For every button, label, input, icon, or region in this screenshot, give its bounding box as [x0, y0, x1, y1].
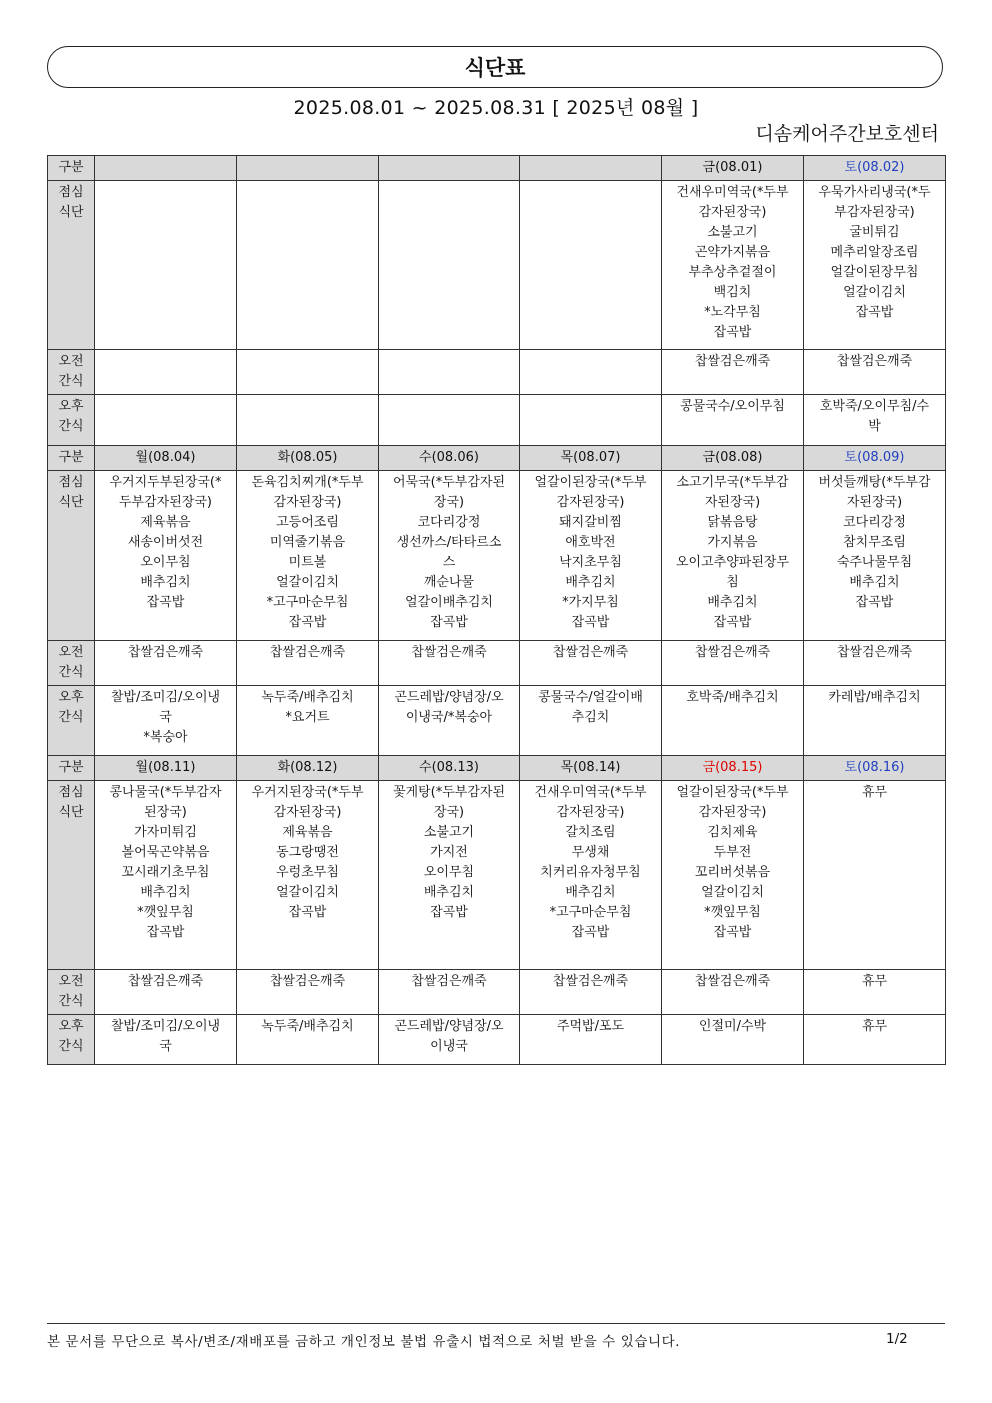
cell-line: 국	[159, 710, 172, 725]
cell-line: 건새우미역국(*두부	[534, 785, 647, 800]
cell-line: 코다리강정	[843, 515, 906, 530]
cell-line: 배추김치	[565, 575, 616, 590]
cell-line: 미역줄기볶음	[269, 535, 346, 550]
cell-line: 콩나물국(*두부감자	[109, 785, 222, 800]
cell-line: *깻잎무침	[137, 905, 194, 920]
day-header: 수(08.13)	[379, 756, 520, 781]
pm-snack-cell	[520, 1015, 662, 1065]
cell-line: 자된장국)	[704, 495, 761, 510]
am-snack-cell	[237, 970, 379, 1015]
row-label-category: 구분	[48, 756, 95, 781]
cell-line: 건새우미역국(*두부	[676, 185, 789, 200]
cell-line: 제육볶음	[140, 515, 191, 530]
center-name: 디솜케어주간보호센터	[755, 123, 939, 145]
pm-snack-cell	[237, 395, 379, 446]
cell-line: 찹쌀검은깨죽	[127, 974, 204, 989]
day-header	[379, 156, 520, 181]
am-snack-row	[48, 970, 946, 1015]
pm-snack-cell	[804, 395, 946, 446]
cell-line: 닭볶음탕	[707, 515, 758, 530]
cell-line: 꽃게탕(*두부감자된	[392, 785, 506, 800]
cell-line: *가지무침	[562, 595, 619, 610]
cell-line: 찹쌀검은깨죽	[127, 645, 204, 660]
cell-line: 찹쌀검은깨죽	[269, 645, 346, 660]
row-label-lunch	[48, 781, 95, 970]
cell-line: 얼갈이된장국(*두부	[676, 785, 789, 800]
am-snack-row	[48, 641, 946, 686]
am-snack-cell	[662, 641, 804, 686]
cell-line: 오전	[58, 645, 84, 660]
day-header	[95, 156, 237, 181]
day-header: 금(08.01)	[662, 156, 804, 181]
cell-line: 박	[868, 419, 881, 434]
pm-snack-cell	[379, 686, 520, 756]
cell-line: 점심	[58, 785, 84, 800]
cell-line: 제육볶음	[282, 825, 333, 840]
cell-line: 가자미튀김	[134, 825, 197, 840]
cell-line: 간식	[58, 665, 84, 680]
cell-line: 콩물국수/얼갈이배	[538, 690, 643, 705]
am-snack-cell	[520, 350, 662, 395]
cell-line: 오이무침	[423, 865, 475, 880]
cell-line: 얼갈이배추김치	[405, 595, 493, 610]
lunch-cell	[520, 471, 662, 641]
cell-line: 얼갈이김치	[276, 575, 339, 590]
week-header-row	[48, 446, 946, 471]
cell-line: 자된장국)	[846, 495, 903, 510]
lunch-row	[48, 181, 946, 350]
am-snack-cell	[804, 350, 946, 395]
lunch-cell	[95, 181, 237, 350]
cell-line: 감자된장국)	[273, 495, 342, 510]
cell-line: 곤드레밥/양념장/오	[394, 690, 504, 705]
cell-line: 잡곡밥	[571, 925, 610, 940]
lunch-row	[48, 781, 946, 970]
row-label-lunch	[48, 181, 95, 350]
cell-line: 얼갈이김치	[701, 885, 764, 900]
day-header: 화(08.05)	[237, 446, 379, 471]
pm-snack-row	[48, 395, 946, 446]
cell-line: 굴비튀김	[849, 225, 900, 240]
date-range: 2025.08.01 ~ 2025.08.31 [ 2025년 08월 ]	[293, 97, 699, 119]
am-snack-cell	[662, 350, 804, 395]
cell-line: 애호박전	[565, 535, 616, 550]
cell-line: 국	[159, 1039, 172, 1054]
footer-divider	[47, 1323, 945, 1324]
am-snack-cell	[237, 350, 379, 395]
am-snack-cell	[520, 970, 662, 1015]
lunch-cell	[95, 471, 237, 641]
cell-line: 휴무	[861, 974, 888, 989]
cell-line: 깨순나물	[423, 575, 475, 590]
cell-line: 잡곡밥	[288, 615, 327, 630]
cell-line: 참치무조림	[843, 535, 906, 550]
day-header: 금(08.08)	[662, 446, 804, 471]
cell-line: 배추김치	[423, 885, 475, 900]
cell-line: 감자된장국)	[698, 805, 767, 820]
cell-line: 얼갈이된장국(*두부	[534, 475, 647, 490]
day-header: 수(08.06)	[379, 446, 520, 471]
cell-line: 찹쌀검은깨죽	[836, 645, 913, 660]
cell-line: 돼지갈비찜	[559, 515, 622, 530]
cell-line: 김치제육	[707, 825, 758, 840]
lunch-cell	[520, 181, 662, 350]
day-header	[237, 156, 379, 181]
cell-line: 찹쌀검은깨죽	[694, 974, 771, 989]
cell-line: 장국)	[433, 495, 465, 510]
pm-snack-cell	[237, 1015, 379, 1065]
week-header-row	[48, 756, 946, 781]
am-snack-cell	[520, 641, 662, 686]
am-snack-cell	[804, 970, 946, 1015]
cell-line: 감자된장국)	[698, 205, 767, 220]
cell-line: 잡곡밥	[713, 325, 752, 340]
cell-line: 우거지된장국(*두부	[251, 785, 364, 800]
cell-line: 점심	[58, 475, 84, 490]
footer-notice: 본 문서를 무단으로 복사/변조/재배포를 금하고 개인정보 불법 유출시 법적으로 처벌 받을 수 있습니다.	[47, 1334, 681, 1350]
pm-snack-cell	[95, 1015, 237, 1065]
cell-line: 미트볼	[288, 555, 327, 570]
cell-line: 얼갈이김치	[843, 285, 906, 300]
lunch-cell	[237, 781, 379, 970]
cell-line: 치커리유자청무침	[540, 865, 641, 880]
cell-line: 이냉국	[430, 1039, 468, 1054]
cell-line: 오이무침	[140, 555, 191, 570]
pm-snack-cell	[804, 686, 946, 756]
cell-line: 코다리강정	[417, 515, 481, 530]
pm-snack-row	[48, 686, 946, 756]
row-label-am-snack	[48, 970, 95, 1015]
cell-line: 감자된장국)	[556, 495, 625, 510]
pm-snack-cell	[95, 395, 237, 446]
am-snack-cell	[379, 641, 520, 686]
cell-line: 찹쌀검은깨죽	[411, 974, 487, 989]
cell-line: 돈육김치찌개(*두부	[251, 475, 364, 490]
cell-line: *복숭아	[143, 730, 188, 745]
cell-line: 배추김치	[140, 885, 191, 900]
pm-snack-cell	[662, 686, 804, 756]
cell-line: 숙주나물무침	[836, 555, 913, 570]
day-header: 금(08.15)	[662, 756, 804, 781]
cell-line: 꼬리버섯볶음	[694, 865, 771, 880]
cell-line: 감자된장국)	[273, 805, 342, 820]
day-header: 화(08.12)	[237, 756, 379, 781]
row-label-am-snack	[48, 641, 95, 686]
lunch-cell	[804, 471, 946, 641]
cell-line: 어묵국(*두부감자된	[392, 475, 506, 490]
lunch-cell	[804, 781, 946, 970]
lunch-cell	[379, 781, 520, 970]
cell-line: *깻잎무침	[704, 905, 761, 920]
lunch-cell	[662, 471, 804, 641]
cell-line: 오전	[58, 354, 84, 369]
am-snack-cell	[237, 641, 379, 686]
cell-line: 이냉국/*복숭아	[405, 710, 493, 725]
pm-snack-row	[48, 1015, 946, 1065]
cell-line: 휴무	[861, 785, 888, 800]
cell-line: 호박죽/오이무침/수	[819, 399, 930, 414]
cell-line: 볼어묵곤약볶음	[121, 845, 210, 860]
cell-line: 간식	[58, 1039, 84, 1054]
cell-line: 낙지초무침	[559, 555, 622, 570]
day-header: 월(08.11)	[95, 756, 237, 781]
cell-line: 찹쌀검은깨죽	[269, 974, 346, 989]
cell-line: 점심	[58, 185, 84, 200]
cell-line: 찹쌀검은깨죽	[694, 354, 771, 369]
cell-line: 곤약가지볶음	[694, 245, 771, 260]
week-header-row	[48, 156, 946, 181]
cell-line: 부감자된장국)	[834, 205, 915, 220]
cell-line: *요거트	[285, 710, 330, 725]
cell-line: 오후	[58, 399, 84, 414]
cell-line: 녹두죽/배추김치	[261, 690, 354, 705]
cell-line: 침	[726, 575, 739, 590]
cell-line: 꼬시래기초무침	[121, 865, 210, 880]
cell-line: 휴무	[861, 1019, 888, 1034]
cell-line: 가지볶음	[707, 535, 758, 550]
pm-snack-cell	[662, 1015, 804, 1065]
am-snack-cell	[379, 970, 520, 1015]
cell-line: 메추리알장조림	[830, 245, 919, 260]
cell-line: 갈치조림	[565, 825, 616, 840]
cell-line: 찹쌀검은깨죽	[552, 645, 629, 660]
day-header: 토(08.02)	[804, 156, 946, 181]
row-label-category: 구분	[48, 156, 95, 181]
cell-line: 두부전	[713, 845, 752, 860]
cell-line: 백김치	[713, 285, 752, 300]
day-header	[520, 156, 662, 181]
pm-snack-cell	[379, 1015, 520, 1065]
cell-line: 오후	[58, 1019, 84, 1034]
cell-line: 잡곡밥	[855, 305, 894, 320]
cell-line: 찹쌀검은깨죽	[694, 645, 771, 660]
lunch-cell	[662, 181, 804, 350]
cell-line: 우거지두부된장국(*	[109, 475, 222, 490]
lunch-cell	[95, 781, 237, 970]
pm-snack-cell	[520, 686, 662, 756]
cell-line: 잡곡밥	[146, 925, 185, 940]
cell-line: 고등어조림	[276, 515, 339, 530]
row-label-pm-snack	[48, 686, 95, 756]
cell-line: 새송이버섯전	[127, 535, 204, 550]
cell-line: 식단	[58, 495, 84, 510]
am-snack-cell	[95, 350, 237, 395]
pm-snack-cell	[237, 686, 379, 756]
cell-line: 녹두죽/배추김치	[261, 1019, 354, 1034]
day-header: 목(08.07)	[520, 446, 662, 471]
cell-line: 오이고추양파된장무	[675, 555, 790, 570]
cell-line: 우렁초무침	[276, 865, 339, 880]
day-header: 목(08.14)	[520, 756, 662, 781]
cell-line: 추김치	[571, 710, 610, 725]
am-snack-cell	[95, 641, 237, 686]
cell-line: 잡곡밥	[430, 615, 468, 630]
cell-line: 찰밥/조미김/오이냉	[110, 1019, 221, 1034]
lunch-cell	[237, 181, 379, 350]
cell-line: 잡곡밥	[713, 615, 752, 630]
row-label-am-snack	[48, 350, 95, 395]
cell-line: 주먹밥/포도	[556, 1019, 625, 1034]
am-snack-cell	[379, 350, 520, 395]
cell-line: *고구마순무침	[266, 595, 349, 610]
cell-line: 간식	[58, 994, 84, 1009]
row-label-pm-snack	[48, 1015, 95, 1065]
cell-line: 잡곡밥	[146, 595, 185, 610]
lunch-row	[48, 471, 946, 641]
cell-line: 우묵가사리냉국(*두	[818, 185, 931, 200]
cell-line: 감자된장국)	[556, 805, 625, 820]
cell-line: 가지전	[430, 845, 468, 860]
row-label-category: 구분	[48, 446, 95, 471]
cell-line: 두부감자된장국)	[119, 495, 212, 510]
cell-line: 잡곡밥	[430, 905, 468, 920]
day-header: 토(08.09)	[804, 446, 946, 471]
cell-line: 배추김치	[565, 885, 616, 900]
cell-line: 간식	[58, 374, 84, 389]
cell-line: 간식	[58, 419, 84, 434]
cell-line: 스	[442, 555, 456, 570]
cell-line: 간식	[58, 710, 84, 725]
pm-snack-cell	[662, 395, 804, 446]
cell-line: *노각무침	[704, 305, 761, 320]
cell-line: 콩물국수/오이무침	[680, 399, 785, 414]
title-box	[47, 46, 943, 88]
menu-table	[47, 155, 946, 1065]
pm-snack-cell	[379, 395, 520, 446]
cell-line: 버섯들깨탕(*두부감	[818, 475, 931, 490]
row-label-pm-snack	[48, 395, 95, 446]
cell-line: 배추김치	[140, 575, 191, 590]
cell-line: 배추김치	[849, 575, 900, 590]
cell-line: 잡곡밥	[713, 925, 752, 940]
cell-line: 잡곡밥	[571, 615, 610, 630]
lunch-cell	[520, 781, 662, 970]
cell-line: 찹쌀검은깨죽	[552, 974, 629, 989]
am-snack-row	[48, 350, 946, 395]
cell-line: 식단	[58, 205, 84, 220]
page-title: 식단표	[464, 56, 526, 80]
cell-line: 오전	[58, 974, 84, 989]
page-number: 1/2	[886, 1331, 908, 1347]
day-header: 토(08.16)	[804, 756, 946, 781]
cell-line: 얼갈이된장무침	[830, 265, 919, 280]
cell-line: 호박죽/배추김치	[686, 690, 779, 705]
row-label-lunch	[48, 471, 95, 641]
cell-line: 소불고기	[707, 225, 758, 240]
cell-line: 장국)	[433, 805, 465, 820]
lunch-cell	[379, 471, 520, 641]
cell-line: 배추김치	[707, 595, 758, 610]
cell-line: 카레밥/배추김치	[828, 690, 921, 705]
cell-line: 부추상추겉절이	[688, 265, 777, 280]
cell-line: 찹쌀검은깨죽	[836, 354, 913, 369]
cell-line: 찹쌀검은깨죽	[411, 645, 487, 660]
cell-line: 무생채	[571, 845, 610, 860]
lunch-cell	[379, 181, 520, 350]
cell-line: 소불고기	[423, 825, 475, 840]
lunch-cell	[237, 471, 379, 641]
am-snack-cell	[95, 970, 237, 1015]
cell-line: 잡곡밥	[288, 905, 327, 920]
pm-snack-cell	[804, 1015, 946, 1065]
cell-line: 인절미/수박	[698, 1019, 767, 1034]
cell-line: 오후	[58, 690, 84, 705]
cell-line: 생선까스/타타르소	[396, 535, 502, 550]
cell-line: 잡곡밥	[855, 595, 894, 610]
pm-snack-cell	[95, 686, 237, 756]
cell-line: 된장국)	[144, 805, 187, 820]
cell-line: 얼갈이김치	[276, 885, 339, 900]
day-header: 월(08.04)	[95, 446, 237, 471]
am-snack-cell	[662, 970, 804, 1015]
cell-line: 동그랑땡전	[276, 845, 339, 860]
cell-line: 식단	[58, 805, 84, 820]
lunch-cell	[804, 181, 946, 350]
pm-snack-cell	[520, 395, 662, 446]
cell-line: 곤드레밥/양념장/오	[394, 1019, 504, 1034]
lunch-cell	[662, 781, 804, 970]
cell-line: 소고기무국(*두부감	[676, 475, 789, 490]
cell-line: 찰밥/조미김/오이냉	[110, 690, 221, 705]
am-snack-cell	[804, 641, 946, 686]
cell-line: *고구마순무침	[549, 905, 632, 920]
